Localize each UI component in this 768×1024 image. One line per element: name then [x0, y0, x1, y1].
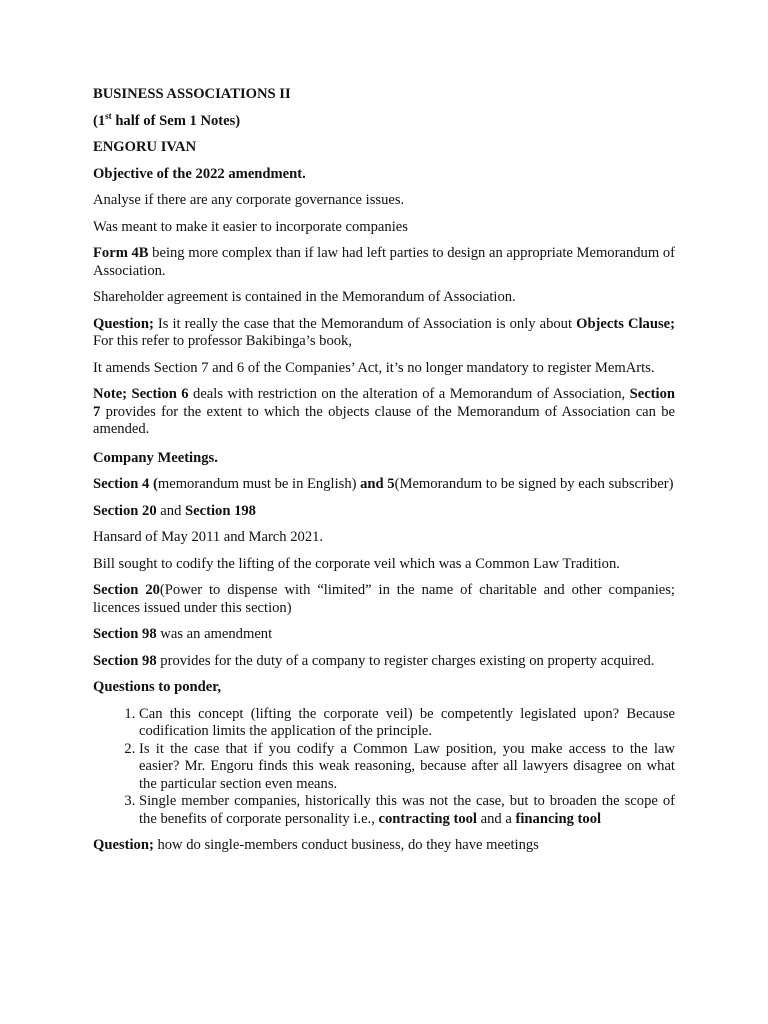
ponder-list [93, 706, 675, 829]
paragraph-closing-question: Question; how do single-members conduct business, do they have meetings [93, 837, 539, 853]
meetings-heading: Company Meetings. [93, 449, 218, 466]
paragraph: It amends Section 7 and 6 of the Companies’ Act, it’s no longer mandatory to register MemArts. [93, 359, 655, 376]
paragraph-section-20-198: Section 20 and Section 198 [93, 502, 256, 519]
document-page [93, 86, 675, 864]
list-item: 3. Single member companies, historically this was not the case, but to broaden the scope of the benefits of corporate personality i.e., contracting tool and a financing tool [139, 793, 675, 828]
paragraph-note: Note; Section 6 deals with restriction on the alteration of a Memorandum of Association, Section 7 provides for the extent to which the objects clause of the Memorandum of Association can be amended. [93, 386, 675, 437]
course-title: BUSINESS ASSOCIATIONS II [93, 86, 291, 102]
paragraph: Hansard of May 2011 and March 2021. [93, 529, 324, 545]
paragraph-section-98-duty: Section 98 provides for the duty of a company to register charges existing on property acquired. [93, 652, 655, 669]
list-item: 2. Is it the case that if you codify a Common Law position, you make access to the law easier? Mr. Engoru finds this weak reasoning, because after all lawyers disagree on what the particular section even means. [139, 741, 675, 794]
ponder-heading: Questions to ponder, [93, 679, 221, 695]
paragraph: Bill sought to codify the lifting of the corporate veil which was a Common Law Tradition. [93, 555, 620, 572]
list-item: 1. Can this concept (lifting the corporate veil) be competently legislated upon? Because codification limits the application of the principle. [139, 706, 675, 741]
paragraph-form-4b: Form 4B being more complex than if law had left parties to design an appropriate Memorandum of Association. [93, 245, 675, 279]
paragraph: Analyse if there are any corporate governance issues. [93, 192, 405, 208]
paragraph-question: Question; Is it really the case that the Memorandum of Association is only about Objects Clause; For this refer to professor Bakibinga’s book, [93, 315, 675, 349]
paragraph-section-20: Section 20(Power to dispense with “limited” in the name of charitable and other companies; licences issued under this section) [93, 582, 675, 616]
paragraph-section-98-amendment: Section 98 was an amendment [93, 626, 273, 642]
paragraph-section-4: Section 4 (memorandum must be in English) and 5(Memorandum to be signed by each subscriber) [93, 476, 674, 492]
objective-heading: Objective of the 2022 amendment. [93, 165, 306, 182]
semester-note: (1st half of Sem 1 Notes) [93, 110, 241, 129]
author-name: ENGORU IVAN [93, 139, 197, 155]
paragraph: Was meant to make it easier to incorporate companies [93, 218, 408, 235]
paragraph: Shareholder agreement is contained in the Memorandum of Association. [93, 289, 516, 305]
